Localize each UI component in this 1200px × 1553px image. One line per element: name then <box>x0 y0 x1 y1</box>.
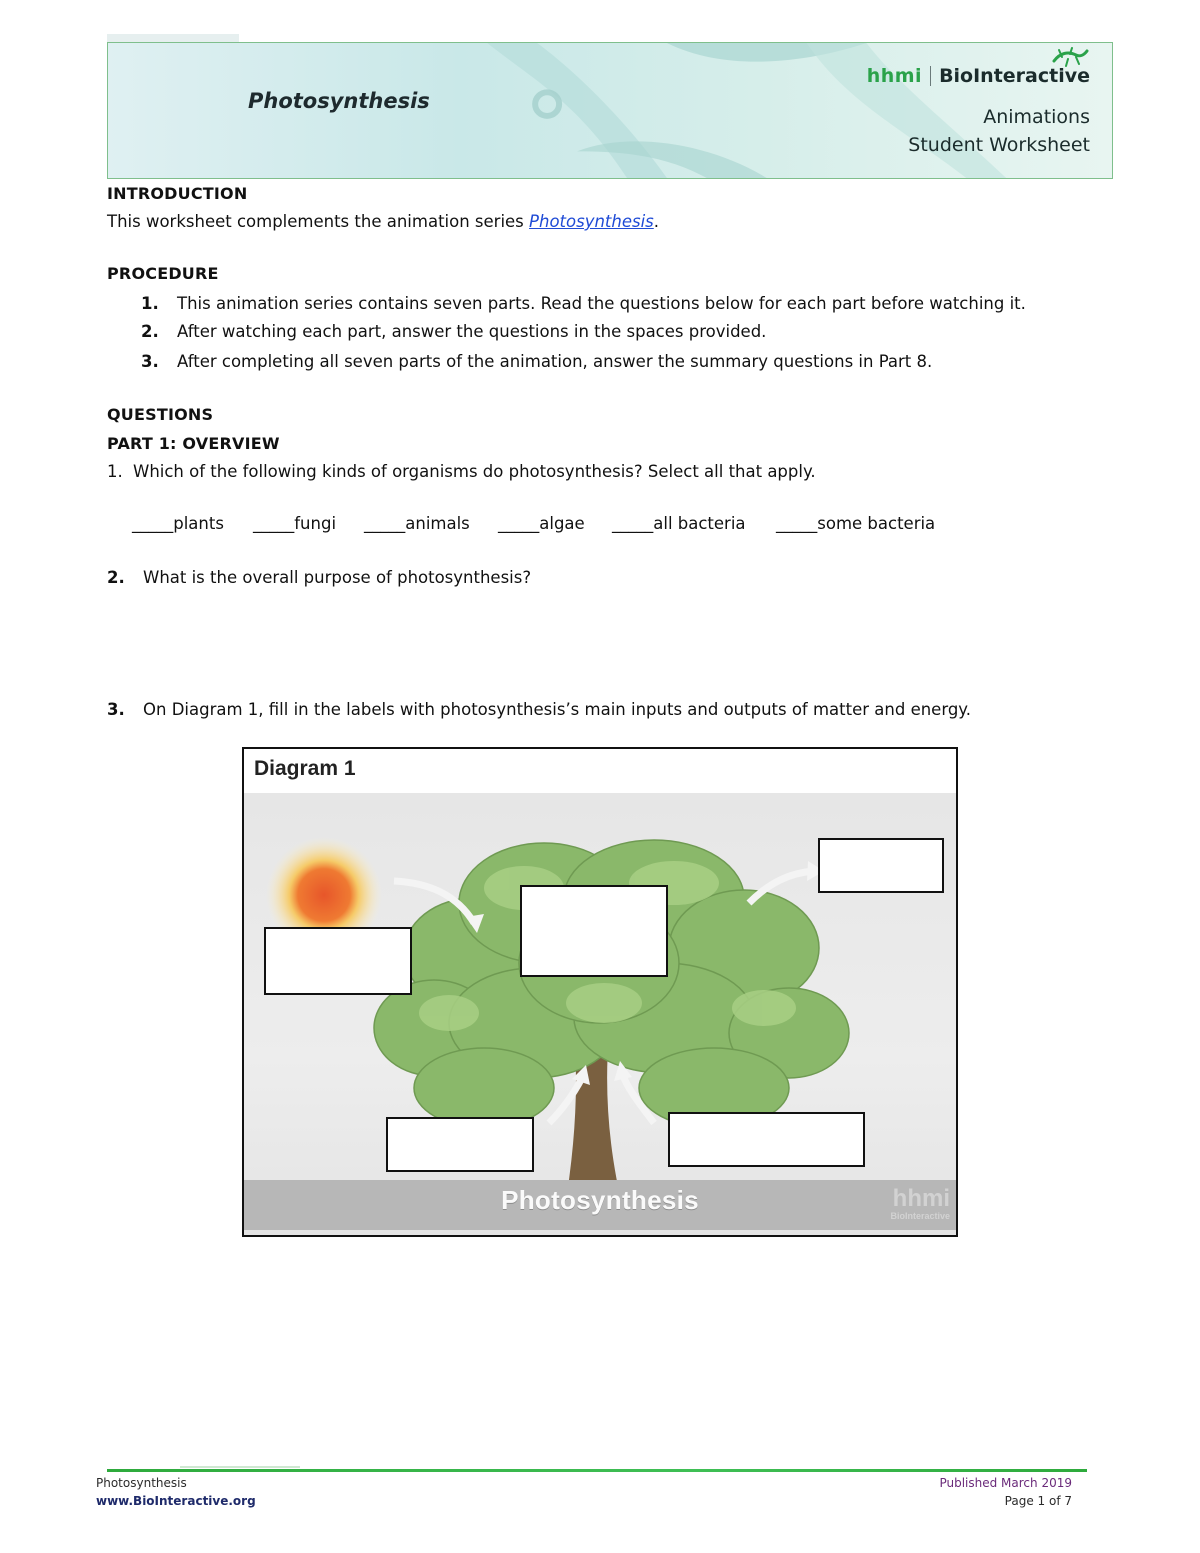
question-1 <box>107 462 816 481</box>
introduction-text <box>107 212 659 231</box>
brand-biointeractive: BioInteractive <box>939 65 1090 87</box>
option-all-bacteria[interactable] <box>612 514 746 533</box>
header-subtitle-animations: Animations <box>983 106 1090 128</box>
questions-heading: QUESTIONS <box>107 405 214 424</box>
option-label: fungi <box>294 514 337 533</box>
answer-blank[interactable]: _____ <box>776 514 818 533</box>
header-title: Photosynthesis <box>248 89 430 113</box>
diagram-title: Diagram 1 <box>254 757 356 780</box>
option-label: all bacteria <box>653 514 746 533</box>
procedure-item-2 <box>141 322 766 341</box>
procedure-item-number: 1. <box>141 294 159 313</box>
footer-divider <box>107 1469 1087 1472</box>
procedure-item-number: 3. <box>141 352 159 371</box>
footer-page-number: Page 1 of 7 <box>1004 1494 1072 1508</box>
brand-lockup <box>867 65 1090 87</box>
question-number: 3. <box>107 700 125 719</box>
question-text: What is the overall purpose of photosynthesis? <box>143 568 532 587</box>
footer-published-date: Published March 2019 <box>939 1476 1072 1490</box>
procedure-item-text: After watching each part, answer the questions in the spaces provided. <box>177 322 767 341</box>
option-some-bacteria[interactable] <box>776 514 935 533</box>
answer-blank[interactable]: _____ <box>253 514 295 533</box>
diagram-watermark-biointeractive: BioInteractive <box>890 1211 950 1221</box>
footer-accent-line <box>180 1466 300 1468</box>
question-text: Which of the following kinds of organisms do photosynthesis? Select all that apply. <box>133 462 816 481</box>
question-number: 2. <box>107 568 125 587</box>
label-box-input-right[interactable] <box>668 1112 865 1167</box>
procedure-item-text: After completing all seven parts of the animation, answer the summary questions in Part 8. <box>177 352 933 371</box>
brand-hhmi: hhmi <box>866 65 923 87</box>
question-number: 1. <box>107 462 123 481</box>
label-box-output[interactable] <box>818 838 944 893</box>
option-label: plants <box>173 514 224 533</box>
option-algae[interactable] <box>498 514 585 533</box>
answer-blank[interactable]: _____ <box>132 514 174 533</box>
question-3 <box>107 700 971 719</box>
diagram-watermark-hhmi: hhmi <box>892 1185 950 1212</box>
introduction-text-end: . <box>653 212 660 231</box>
option-label: algae <box>539 514 585 533</box>
answer-blank[interactable]: _____ <box>612 514 654 533</box>
question-2 <box>107 568 531 587</box>
introduction-heading: INTRODUCTION <box>107 184 248 203</box>
procedure-heading: PROCEDURE <box>107 264 219 283</box>
part-1-heading: PART 1: OVERVIEW <box>107 434 280 453</box>
question-text: On Diagram 1, fill in the labels with photosynthesis’s main inputs and outputs of matter and energy. <box>143 700 971 719</box>
procedure-item-3 <box>141 352 932 371</box>
option-fungi[interactable] <box>253 514 336 533</box>
label-box-input-left[interactable] <box>386 1117 534 1172</box>
option-animals[interactable] <box>364 514 470 533</box>
introduction-text-start: This worksheet complements the animation series <box>107 212 530 231</box>
procedure-item-1 <box>141 294 1026 313</box>
procedure-item-text: This animation series contains seven parts. Read the questions below for each part before watching it. <box>177 294 1026 313</box>
header-subtitle-worksheet: Student Worksheet <box>908 134 1090 156</box>
answer-blank[interactable]: _____ <box>498 514 540 533</box>
brand-divider <box>930 66 931 86</box>
footer-website-link[interactable]: www.BioInteractive.org <box>96 1494 256 1508</box>
photosynthesis-link[interactable]: Photosynthesis <box>529 212 654 231</box>
worksheet-header <box>107 42 1113 179</box>
procedure-item-number: 2. <box>141 322 159 341</box>
option-label: animals <box>405 514 470 533</box>
option-plants[interactable] <box>132 514 224 533</box>
answer-blank[interactable]: _____ <box>364 514 406 533</box>
label-box-canopy[interactable] <box>520 885 668 977</box>
footer-title: Photosynthesis <box>96 1476 187 1490</box>
label-box-light-input[interactable] <box>264 927 412 995</box>
diagram-banner-title: Photosynthesis <box>501 1185 699 1215</box>
diagram-1 <box>242 747 958 1237</box>
header-tab-accent <box>107 34 239 42</box>
option-label: some bacteria <box>817 514 936 533</box>
